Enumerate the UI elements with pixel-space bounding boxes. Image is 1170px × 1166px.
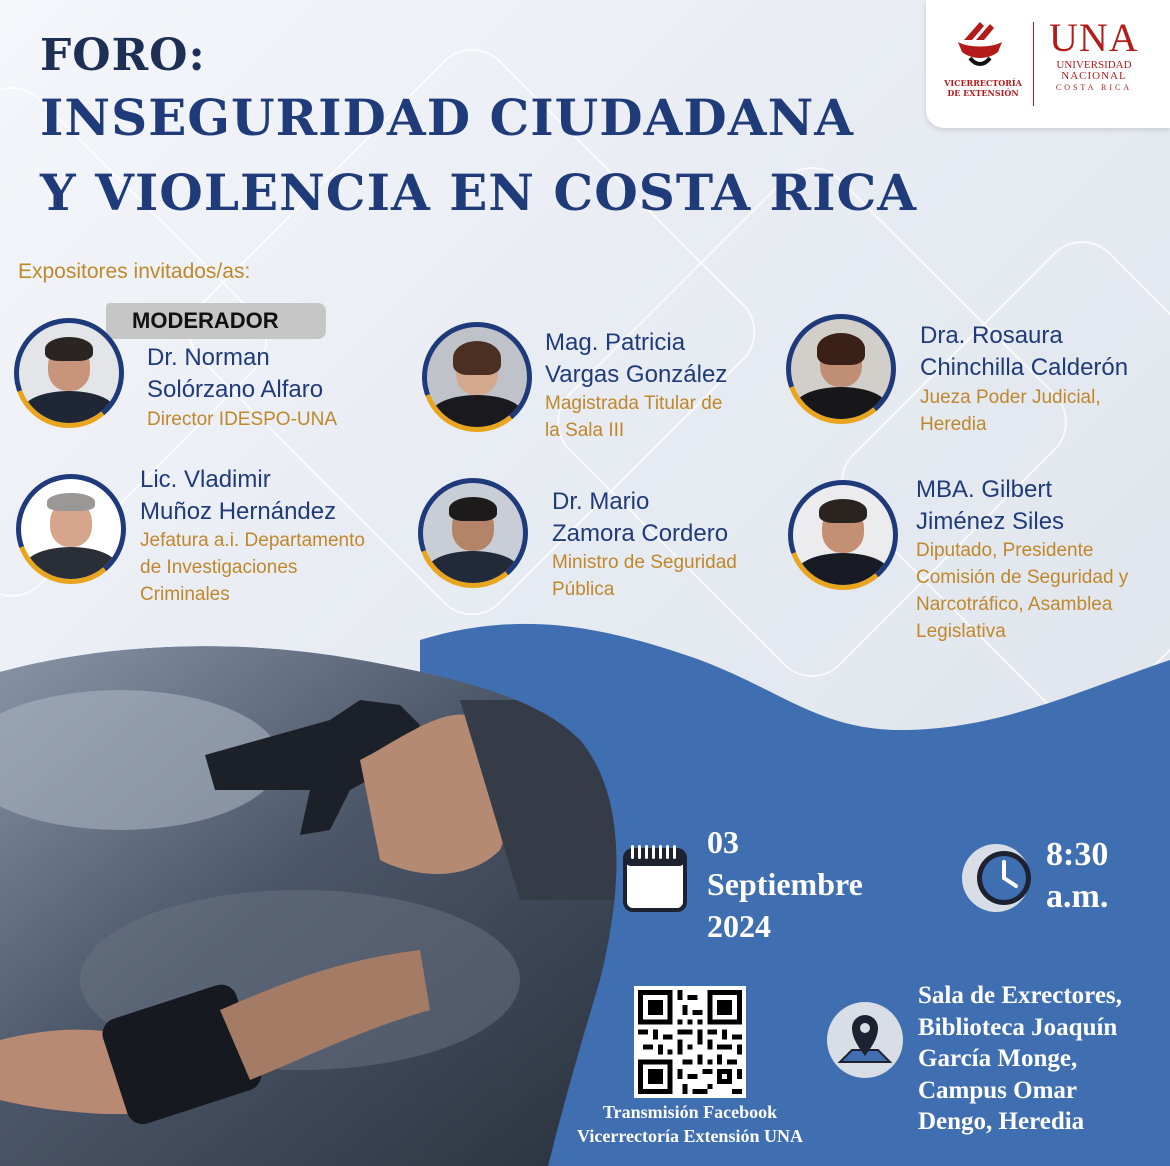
speaker-name: Mag. Patricia [545,329,686,356]
photo-gun-handover [0,640,640,1166]
speaker-name: MBA. Gilbert [916,476,1053,503]
qr-code-pattern [638,990,742,1094]
venue-address: Sala de Exrectores, Biblioteca Joaquín García Monge, Campus Omar Dengo, Heredia [918,982,1122,1135]
vicerrectoria-logo-icon [954,18,1006,68]
speaker-role: Comisión de Seguridad y [916,567,1129,588]
avatar [786,314,896,424]
una-logo-subtitle: UNIVERSIDAD NACIONAL COSTA RICA [1055,59,1133,92]
una-logo-text: UNA [1049,15,1139,60]
speaker-name: Lic. Vladimir [140,466,271,493]
location-pin-icon [826,1000,904,1080]
speaker-role: Magistrada Titular de [545,393,723,414]
calendar-icon [622,842,688,914]
speaker-role: la Sala III [545,420,625,441]
speaker-role: Criminales [140,584,230,605]
qr-code[interactable] [634,986,746,1098]
event-time-suffix: a.m. [1046,878,1109,915]
speaker-name: Muñoz Hernández [140,498,337,525]
avatar [418,478,528,588]
moderador-badge: MODERADOR [106,303,326,339]
stream-info: Transmisión Facebook Vicerrectoría Extensión UNA [577,1102,803,1146]
title-line-2: Y VIOLENCIA EN COSTA RICA [40,163,918,222]
speaker-name: Vargas González [545,361,728,388]
speaker-name: Jiménez Siles [916,508,1065,535]
vicerrectoria-text: VICERRECTORÍA DE EXTENSIÓN [944,78,1022,98]
avatar [14,318,124,428]
speaker-name: Solórzano Alfaro [147,376,324,403]
speaker-role: Narcotráfico, Asamblea [916,594,1113,615]
speaker-role: Director IDESPO-UNA [147,409,338,430]
avatar [788,480,898,590]
title-foro: FORO: [40,30,206,81]
avatar [16,474,126,584]
speaker-name: Dra. Rosaura [920,322,1063,349]
event-year: 2024 [707,908,771,944]
section-heading: Expositores invitados/as: [18,260,251,283]
speaker-role: Pública [552,579,615,600]
speaker-role: Diputado, Presidente [916,540,1094,561]
avatar [422,322,532,432]
speaker-name: Chinchilla Calderón [920,354,1129,381]
speaker-name: Zamora Cordero [552,520,729,547]
speaker-role: de Investigaciones [140,557,298,578]
speaker-name: Dr. Mario [552,488,650,515]
event-month: Septiembre [707,866,863,902]
speaker-role: Heredia [920,414,987,435]
logo-divider [1033,22,1034,106]
speaker-role: Jefatura a.i. Departamento [140,530,365,551]
speaker-role: Legislativa [916,621,1006,642]
title-line-1: INSEGURIDAD CIUDADANA [40,88,855,147]
speaker-name: Dr. Norman [147,344,270,371]
logos-box [926,0,1170,128]
speaker-role: Ministro de Seguridad [552,552,737,573]
speaker-role: Jueza Poder Judicial, [920,387,1101,408]
event-day: 03 [707,824,739,860]
event-time: 8:30 [1046,836,1109,873]
clock-icon [960,842,1040,914]
